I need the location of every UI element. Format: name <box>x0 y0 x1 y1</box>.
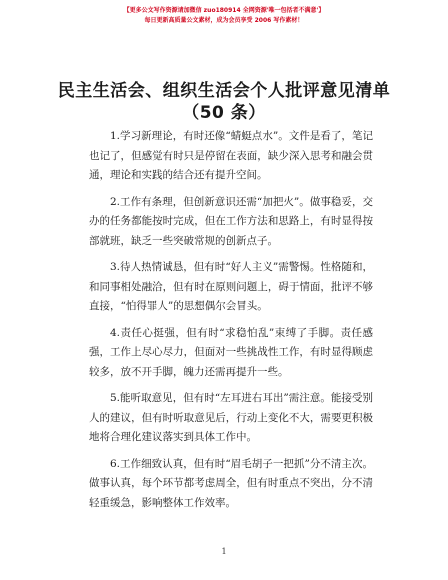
page-number: 1 <box>221 547 227 556</box>
document-body <box>89 127 373 520</box>
document-title-sub: （50 条） <box>182 103 266 123</box>
paragraph-5: 5.能听取意见，但有时“左耳进右耳出”需注意。能接受别人的建议，但有时听取意见后，行动上变化不大，需要更积极地将合理化建议落实到具体工作中。 <box>89 392 373 443</box>
document-title <box>0 80 448 124</box>
promo-banner-line-1: 【更多公文写作资源请加微信 zuo180914 全网资源'唯一包括者不满意'】 <box>123 7 325 14</box>
paragraph-6: 6.工作细致认真，但有时“眉毛胡子一把抓”分不清主次。做事认真，每个环节都考虑周全，但有时重点不突出，分不清轻重缓急，影响整体工作效率。 <box>89 457 373 509</box>
paragraph-2: 2.工作有条理，但创新意识还需“加把火”。做事稳妥，交办的任务都能按时完成，但在工作方法和思路上，有时显得按部就班，缺乏一些突破常规的创新点子。 <box>89 195 373 247</box>
paragraph-1: 1.学习新理论，有时还像“蜻蜓点水”。文件是看了，笔记也记了，但感觉有时只是停留在表面，缺少深入思考和融会贯通，理论和实践的结合还有提升空间。 <box>89 130 373 181</box>
promo-banner-line-2: 每日更新高质量公文素材，成为会员享受 2006 写作素材！ <box>144 17 304 24</box>
promo-banner <box>0 6 448 26</box>
paragraph-3: 3.待人热情诚恳，但有时“好人主义”需警惕。性格随和，和同事相处融洽，但有时在原则问题上，碍于情面，批评不够直接，“怕得罪人”的思想偶尔会冒头。 <box>89 261 373 312</box>
document-title-main: 民主生活会、组织生活会个人批评意见清单 <box>57 81 391 101</box>
paragraph-4: 4.责任心挺强，但有时“求稳怕乱”束缚了手脚。责任感强，工作上尽心尽力，但面对一些挑战性工作，有时显得顾虑较多，放不开手脚，魄力还需再提升一些。 <box>89 326 373 378</box>
